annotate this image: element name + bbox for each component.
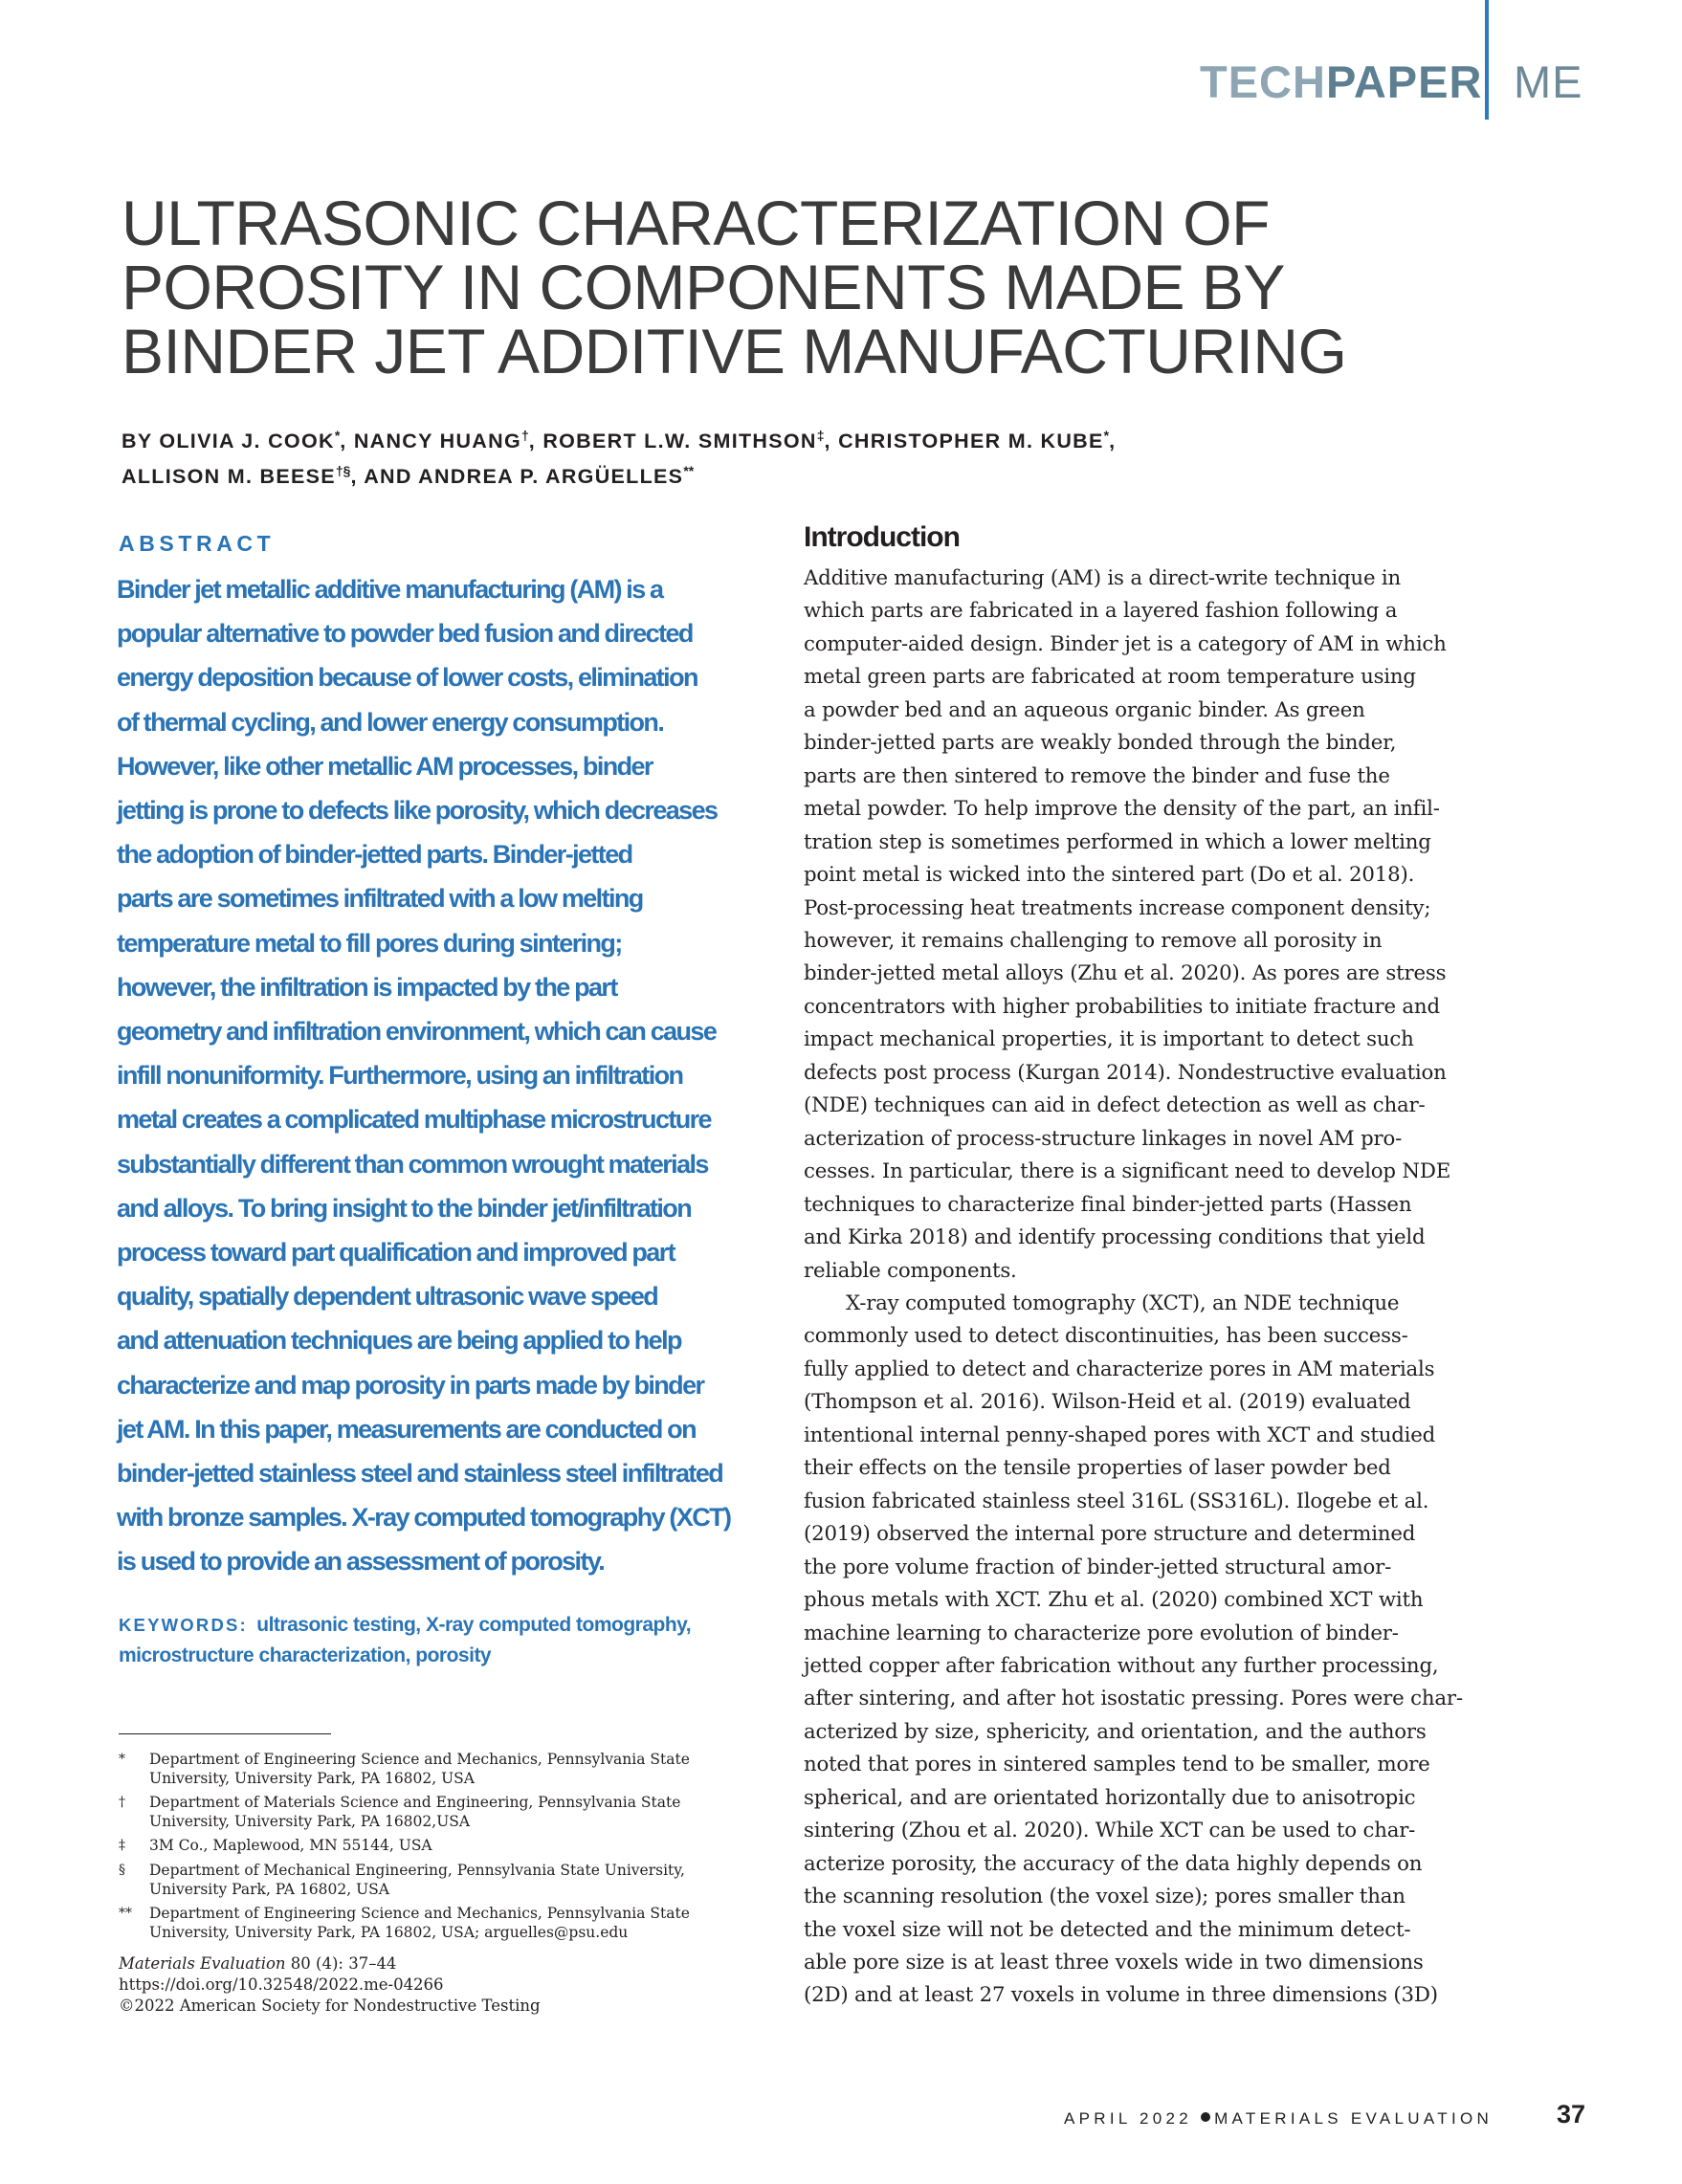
author-name: NANCY HUANG (353, 430, 521, 453)
text-line: Additive manufacturing (AM) is a direct-write technique in (804, 566, 1402, 590)
text-line: (2019) observed the internal pore structure and determined (804, 1522, 1416, 1547)
abstract-line: infill nonuniformity. Furthermore, using an infiltration (117, 1061, 683, 1091)
affiliation-mark: ‡ (816, 428, 825, 443)
footnote-mark: ‡ (119, 1838, 125, 1854)
footnote-mark: † (119, 1795, 125, 1811)
text-line: phous metals with XCT. Zhu et al. (2020) combined XCT with (804, 1588, 1424, 1613)
introduction-body (804, 563, 1473, 2013)
text-line: sintering (Zhou et al. 2020). While XCT can be used to char- (804, 1819, 1416, 1843)
abstract-line: geometry and infiltration environment, which can cause (117, 1017, 717, 1047)
header-divider (1485, 0, 1489, 120)
text-line: acterize porosity, the accuracy of the data highly depends on (804, 1851, 1423, 1876)
author-line (122, 456, 1461, 492)
author-separator: , (824, 430, 839, 453)
affiliation-mark: † (520, 428, 529, 443)
text-line: point metal is wicked into the sintered part (Do et al. 2018). (804, 863, 1415, 888)
author-separator: , (340, 430, 354, 453)
section-label-light: TECH (1200, 56, 1326, 107)
text-line: spherical, and are orientated horizontally due to anisotropic (804, 1785, 1416, 1810)
text-line: the voxel size will not be detected and the minimum detect- (804, 1917, 1411, 1942)
abstract-line: substantially different than common wrought materials (117, 1149, 708, 1179)
author-separator: , (350, 465, 365, 489)
footnote-line: Department of Engineering Science and Mechanics, Pennsylvania State (149, 1751, 690, 1768)
text-line: the scanning resolution (the voxel size); pores smaller than (804, 1885, 1405, 1909)
keywords (119, 1610, 769, 1671)
abstract-line: however, the infiltration is impacted by the part (117, 972, 617, 1002)
author-name: BY OLIVIA J. COOK (122, 430, 335, 453)
abstract-line: is used to provide an assessment of porosity. (117, 1547, 605, 1577)
text-line: however, it remains challenging to remove all porosity in (804, 928, 1383, 953)
journal-name: Materials Evaluation (119, 1954, 286, 1973)
abstract-line: and alloys. To bring insight to the binder jet/infiltration (117, 1193, 692, 1223)
text-line: noted that pores in sintered samples tend to be smaller, more (804, 1753, 1430, 1777)
text-line: (Thompson et al. 2016). Wilson-Heid et al. (2019) evaluated (804, 1390, 1411, 1415)
volume-pages: 80 (4): 37–44 (285, 1954, 397, 1973)
text-line: a powder bed and an aqueous organic binder. As green (804, 697, 1365, 722)
footnote (119, 1862, 731, 1899)
footnote-rule (119, 1733, 331, 1734)
footnote-line: Department of Engineering Science and Mechanics, Pennsylvania State (149, 1905, 690, 1923)
abstract-line: popular alternative to powder bed fusion and directed (117, 619, 693, 649)
footnote-line: University, University Park, PA 16802,USA (149, 1812, 471, 1830)
footnote-mark: * (119, 1752, 125, 1767)
abstract-line: jet AM. In this paper, measurements are conducted on (117, 1414, 696, 1444)
abstract-line: metal creates a complicated multiphase microstructure (117, 1105, 711, 1135)
abstract-line: temperature metal to fill pores during sintering; (117, 928, 622, 958)
abstract-line: with bronze samples. X-ray computed tomography (XCT) (117, 1503, 731, 1533)
abstract-line: quality, spatially dependent ultrasonic wave speed (117, 1282, 658, 1312)
citation-block (119, 1953, 693, 2017)
text-line: tration step is sometimes performed in which a lower melting (804, 829, 1431, 854)
text-line: binder-jetted metal alloys (Zhu et al. 2020). As pores are stress (804, 961, 1447, 986)
text-line: their effects on the tensile properties of laser powder bed (804, 1456, 1391, 1481)
footnote (119, 1794, 731, 1831)
author-list (122, 421, 1461, 492)
issue-date: APRIL 2022 (1064, 2109, 1193, 2128)
affiliation-mark: ** (683, 463, 695, 479)
affiliation-mark: * (1103, 428, 1110, 443)
text-line: fully applied to detect and characterize pores in AM materials (804, 1357, 1435, 1381)
text-line: machine learning to characterize pore evolution of binder- (804, 1621, 1399, 1645)
text-line: (NDE) techniques can aid in defect detection as well as char- (804, 1093, 1426, 1118)
affiliation-mark: * (334, 428, 341, 443)
footnote-mark: ** (119, 1906, 132, 1922)
footnote-text (149, 1905, 690, 1942)
doi-link[interactable]: https://doi.org/10.32548/2022.me-04266 (119, 1975, 444, 1994)
text-line: intentional internal penny-shaped pores with XCT and studied (804, 1423, 1436, 1447)
text-line: the pore volume fraction of binder-jetted structural amor- (804, 1555, 1392, 1579)
footnote (119, 1751, 731, 1788)
affiliation-mark: †§ (335, 463, 351, 479)
footnote-line: Department of Mechanical Engineering, Pennsylvania State University, (149, 1861, 685, 1879)
text-line: acterization of process-structure linkages in novel AM pro- (804, 1126, 1403, 1151)
title-line: ULTRASONIC CHARACTERIZATION OF (122, 188, 1270, 258)
text-line: metal powder. To help improve the density of the part, an infil- (804, 797, 1440, 822)
footnote-mark: § (119, 1862, 125, 1878)
footnote-line: University, University Park, PA 16802, USA (149, 1769, 475, 1787)
footnote-line: Department of Materials Science and Engineering, Pennsylvania State (149, 1794, 681, 1812)
abstract-line: of thermal cycling, and lower energy consumption. (117, 707, 664, 737)
text-line: fusion fabricated stainless steel 316L (SS316L). Ilogebe et al. (804, 1489, 1429, 1513)
keywords-line (119, 1610, 769, 1641)
copyright: ©2022 American Society for Nondestructive Testing (119, 1996, 541, 2015)
keywords-text: ultrasonic testing, X-ray computed tomography, (256, 1614, 692, 1636)
publication-name: MATERIALS EVALUATION (1214, 2109, 1494, 2128)
footnote-line: 3M Co., Maplewood, MN 55144, USA (149, 1837, 432, 1855)
text-line: jetted copper after fabrication without any further processing, (804, 1653, 1439, 1678)
text-line: commonly used to detect discontinuities, has been success- (804, 1324, 1408, 1349)
author-name: ROBERT L.W. SMITHSON (542, 430, 817, 453)
author-name: CHRISTOPHER M. KUBE (838, 430, 1104, 453)
footnote-line: University, University Park, PA 16802, USA; arguelles@psu.edu (149, 1923, 629, 1941)
text-line: cesses. In particular, there is a significant need to develop NDE (804, 1159, 1451, 1184)
text-line: able pore size is at least three voxels wide in two dimensions (804, 1951, 1424, 1975)
abstract-line: jetting is prone to defects like porosity, which decreases (117, 796, 718, 826)
footnote-text (149, 1794, 680, 1831)
author-name: ALLISON M. BEESE (122, 465, 336, 489)
abstract-line: Binder jet metallic additive manufacturing (AM) is a (117, 575, 663, 604)
paragraph (804, 1288, 1473, 2013)
abstract-line: parts are sometimes infiltrated with a low melting (117, 884, 643, 914)
text-line: binder-jetted parts are weakly bonded through the binder, (804, 731, 1397, 756)
abstract-line: However, like other metallic AM processes, binder (117, 751, 653, 781)
text-line: (2D) and at least 27 voxels in volume in three dimensions (3D) (804, 1983, 1438, 2008)
article-title (122, 188, 1557, 386)
author-line (122, 421, 1461, 456)
abstract-line: the adoption of binder-jetted parts. Binder-jetted (117, 840, 632, 870)
abstract-line: characterize and map porosity in parts made by binder (117, 1370, 704, 1400)
text-line: X-ray computed tomography (XCT), an NDE technique (846, 1291, 1400, 1315)
text-line: concentrators with higher probabilities to initiate fracture and (804, 994, 1440, 1019)
abstract-line: binder-jetted stainless steel and stainless steel infiltrated (117, 1459, 723, 1489)
abstract-heading: ABSTRACT (119, 531, 276, 556)
footnote-text (149, 1862, 685, 1899)
keywords-label: KEYWORDS: (119, 1615, 248, 1635)
abstract-line: energy deposition because of lower costs, elimination (117, 663, 697, 693)
text-line: which parts are fabricated in a layered fashion following a (804, 599, 1398, 624)
author-separator: , (528, 430, 543, 453)
text-line: techniques to characterize final binder-jetted parts (Hassen (804, 1192, 1412, 1217)
title-line: POROSITY IN COMPONENTS MADE BY (122, 252, 1285, 322)
text-line: metal green parts are fabricated at room temperature using (804, 665, 1416, 690)
footnote-line: University Park, PA 16802, USA (149, 1880, 389, 1898)
text-line: computer-aided design. Binder jet is a category of AM in which (804, 631, 1447, 656)
section-code: ME (1514, 56, 1583, 107)
introduction-heading: Introduction (804, 521, 960, 553)
citation-line (119, 1953, 693, 1974)
text-line: impact mechanical properties, it is important to detect such (804, 1027, 1414, 1052)
footnote (119, 1905, 731, 1942)
text-line: Post-processing heat treatments increase component density; (804, 895, 1431, 920)
abstract-line: process toward part qualification and improved part (117, 1238, 675, 1268)
running-footer (1064, 2109, 1493, 2129)
section-label-dark: PAPER (1325, 56, 1483, 107)
text-line: and Kirka 2018) and identify processing conditions that yield (804, 1225, 1426, 1250)
footnote (119, 1837, 731, 1856)
text-line: after sintering, and after hot isostatic pressing. Pores were char- (804, 1687, 1463, 1711)
text-line: parts are then sintered to remove the binder and fuse the (804, 763, 1390, 788)
bullet-icon (1201, 2112, 1210, 2122)
section-label (1200, 56, 1483, 107)
page-number: 37 (1557, 2100, 1586, 2129)
abstract-line: and attenuation techniques are being applied to help (117, 1326, 681, 1356)
text-line: reliable components. (804, 1258, 1017, 1283)
text-line: acterized by size, sphericity, and orientation, and the authors (804, 1719, 1427, 1744)
text-line: defects post process (Kurgan 2014). Nondestructive evaluation (804, 1060, 1447, 1085)
keywords-line: microstructure characterization, porosity (119, 1644, 492, 1666)
author-separator: , (1109, 430, 1117, 453)
footnote-text (149, 1751, 690, 1788)
affiliation-footnotes (119, 1751, 731, 1948)
footnote-text (149, 1837, 432, 1856)
title-line: BINDER JET ADDITIVE MANUFACTURING (122, 316, 1347, 386)
abstract-body (117, 567, 748, 1584)
author-name: AND ANDREA P. ARGÜELLES (364, 465, 684, 489)
paragraph (804, 563, 1473, 1288)
